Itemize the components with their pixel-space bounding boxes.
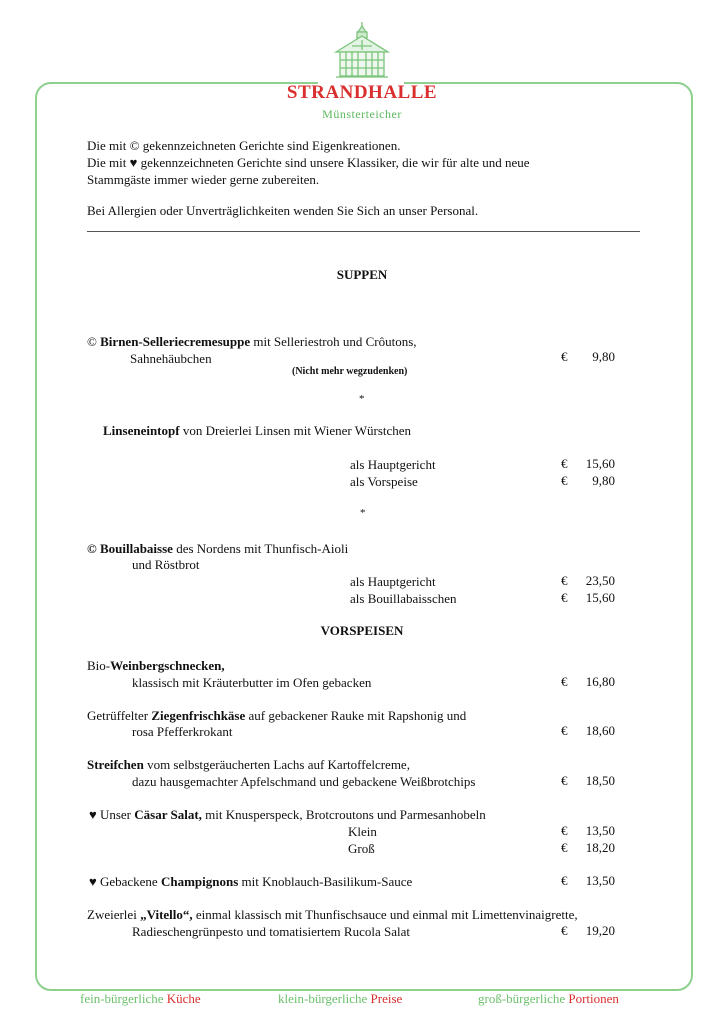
dish-desc: auf gebackener Rauke mit Rapshonig und — [245, 708, 467, 723]
currency-symbol: € — [561, 590, 568, 605]
dish-name: Cäsar Salat, — [134, 807, 202, 822]
separator-star: * — [360, 507, 366, 519]
price-value: 13,50 — [585, 873, 615, 888]
currency-symbol: € — [561, 823, 568, 838]
price-value: 19,20 — [585, 923, 615, 938]
currency-symbol: € — [561, 674, 568, 689]
menu-item-weinbergschnecken — [87, 657, 225, 674]
menu-item-bouillabaisse — [87, 540, 348, 557]
dish-desc-cont: dazu hausgemachter Apfelschmand und gebackene Weißbrotchips — [132, 774, 476, 789]
currency-symbol: € — [561, 840, 568, 855]
price-value: 13,50 — [585, 823, 615, 838]
footer-slogan-portionen — [478, 991, 619, 1007]
option-label: als Vorspeise — [350, 474, 418, 489]
option-label: als Bouillabaisschen — [350, 591, 457, 606]
dish-desc: mit Knusperspeck, Brotcroutons und Parmesanhobeln — [201, 807, 486, 822]
eigenkreation-mark: © — [87, 541, 97, 556]
restaurant-title: STRANDHALLE — [286, 82, 438, 103]
option-label: als Hauptgericht — [350, 574, 436, 589]
eigenkreation-mark: © — [87, 334, 97, 349]
footer-text: groß-bürgerliche — [478, 991, 569, 1006]
currency-symbol: € — [561, 773, 568, 788]
option-label: als Hauptgericht — [350, 457, 436, 472]
dish-name: Ziegenfrischkäse — [151, 708, 246, 723]
footer-highlight: Portionen — [568, 991, 619, 1006]
option-label: Groß — [348, 841, 375, 856]
price-value: 9,80 — [592, 473, 615, 488]
dish-name: Champignons — [160, 874, 239, 889]
dish-desc: mit Knoblauch-Basilikum-Sauce — [238, 874, 413, 889]
allergy-note: Bei Allergien oder Unverträglichkeiten wenden Sie Sich an unser Personal. — [87, 203, 479, 218]
section-heading-suppen: SUPPEN — [336, 267, 388, 282]
menu-item-birnen-selleriecremesuppe — [87, 333, 417, 350]
dish-desc: mit Selleriestroh und Crôutons, — [250, 334, 417, 349]
price-value: 18,60 — [585, 723, 615, 738]
footer-highlight: Küche — [166, 991, 201, 1006]
dish-note: (Nicht mehr wegzudenken) — [292, 366, 408, 377]
currency-symbol: € — [561, 923, 568, 938]
dish-prefix: Getrüffelter — [87, 708, 152, 723]
separator-star: * — [359, 393, 365, 405]
menu-item-linseneintopf — [103, 422, 411, 439]
dish-name: Linseneintopf — [103, 423, 180, 438]
intro-line-1: Die mit © gekennzeichneten Gerichte sind Eigenkreationen. — [87, 138, 401, 153]
menu-item-streifchen-lachs — [87, 756, 410, 773]
dish-desc: einmal klassisch mit Thunfischsauce und einmal mit Limettenvinaigrette, — [192, 907, 578, 922]
price-value: 16,80 — [585, 674, 615, 689]
currency-symbol: € — [561, 723, 568, 738]
footer-slogan-kueche — [80, 991, 201, 1007]
heart-icon: ♥ — [89, 874, 97, 889]
price-value: 9,80 — [592, 349, 615, 364]
intro-line-3: Stammgäste immer wieder gerne zubereiten. — [87, 172, 320, 187]
dish-prefix: Gebackene — [96, 874, 161, 889]
dish-desc-cont: Radieschengrünpesto und tomatisiertem Rucola Salat — [132, 924, 410, 939]
price-value: 18,20 — [585, 840, 615, 855]
option-label: Klein — [348, 824, 377, 839]
price-value: 15,60 — [585, 590, 615, 605]
dish-desc: von Dreierlei Linsen mit Wiener Würstchen — [179, 423, 412, 438]
currency-symbol: € — [561, 573, 568, 588]
divider — [87, 231, 640, 232]
dish-desc: vom selbstgeräucherten Lachs auf Kartoffelcreme, — [143, 757, 410, 772]
currency-symbol: € — [561, 456, 568, 471]
footer-highlight: Preise — [370, 991, 403, 1006]
dish-desc-cont: rosa Pfefferkrokant — [132, 724, 233, 739]
dish-desc-cont: und Röstbrot — [132, 557, 200, 572]
dish-name: Bouillabaisse — [99, 541, 173, 556]
intro-line-2: Die mit ♥ gekennzeichneten Gerichte sind unsere Klassiker, die wir für alte und neue — [87, 155, 530, 170]
price-value: 18,50 — [585, 773, 615, 788]
footer-slogan-preise — [278, 991, 402, 1007]
strandhalle-logo — [332, 20, 392, 80]
dish-name: Birnen-Selleriecremesuppe — [100, 334, 251, 349]
dish-desc-cont: klassisch mit Kräuterbutter im Ofen gebacken — [132, 675, 372, 690]
currency-symbol: € — [561, 473, 568, 488]
price-value: 15,60 — [585, 456, 615, 471]
price-value: 23,50 — [585, 573, 615, 588]
menu-item-caesar-salat — [89, 806, 486, 823]
menu-item-champignons — [89, 873, 412, 890]
dish-prefix: Unser — [96, 807, 135, 822]
dish-prefix: Zweierlei — [87, 907, 141, 922]
heart-icon: ♥ — [89, 807, 97, 822]
section-heading-vorspeisen: VORSPEISEN — [320, 623, 404, 638]
menu-item-vitello — [87, 906, 578, 923]
currency-symbol: € — [561, 873, 568, 888]
dish-desc-cont: Sahnehäubchen — [130, 351, 212, 366]
footer-text: fein-bürgerliche — [80, 991, 167, 1006]
dish-name: „Vitello“, — [140, 907, 193, 922]
dish-desc: des Nordens mit Thunfisch-Aioli — [172, 541, 349, 556]
menu-item-ziegenfrischkaese — [87, 707, 466, 724]
dish-name: Weinbergschnecken, — [110, 658, 225, 673]
dish-name: Streifchen — [87, 757, 144, 772]
currency-symbol: € — [561, 349, 568, 364]
dish-prefix: Bio- — [87, 658, 111, 673]
footer-text: klein-bürgerliche — [278, 991, 371, 1006]
restaurant-subtitle: Münsterteicher — [322, 107, 402, 121]
